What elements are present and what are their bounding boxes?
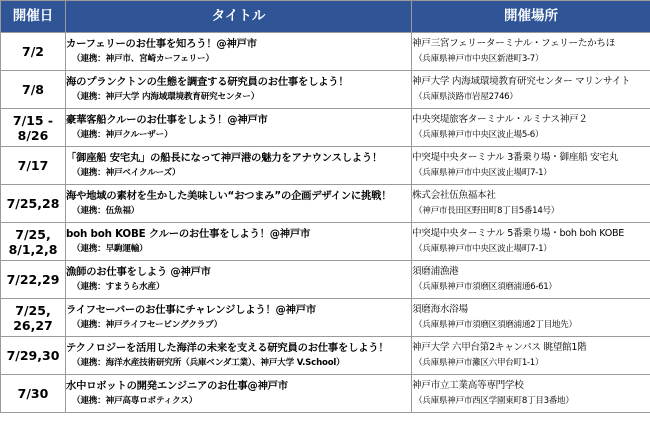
table-header-row xyxy=(1,1,650,33)
event-venue: 中央突堤旅客ターミナル・ルミナス神戸２ xyxy=(412,114,588,125)
event-title: boh boh KOBE クルーのお仕事をしよう！@神戸市 xyxy=(66,228,311,240)
event-date xyxy=(1,375,66,413)
event-title: ライフセーバーのお仕事にチャレンジしよう！@神戸市 xyxy=(66,304,316,316)
event-address: （兵庫県神戸市中央区波止場町7-1） xyxy=(414,168,552,178)
event-date xyxy=(1,337,66,375)
event-venue-cell xyxy=(412,147,650,185)
event-date xyxy=(1,71,66,109)
event-venue: 神戸大学 内海域環境教育研究センター マリンサイト xyxy=(412,76,631,87)
event-title-cell xyxy=(66,71,412,109)
event-title-cell xyxy=(66,33,412,71)
event-venue-cell xyxy=(412,109,650,147)
event-title: 水中ロボットの開発エンジニアのお仕事@神戸市 xyxy=(66,380,288,392)
event-partner: （連携：神戸大学 内海域環境教育研究センター） xyxy=(72,92,260,102)
header-date: 開催日 xyxy=(1,1,66,33)
date-line: 7/8 xyxy=(22,82,44,97)
event-venue: 神戸三宮フェリーターミナル・フェリーたかちほ xyxy=(412,38,616,49)
table-body xyxy=(1,33,650,413)
table-row xyxy=(1,223,650,261)
event-date xyxy=(1,223,66,261)
table-row xyxy=(1,337,650,375)
date-line: 7/17 xyxy=(17,158,49,173)
event-partner: （連携：すまうら水産） xyxy=(72,282,165,292)
event-title: 海のプランクトンの生態を調査する研究員のお仕事をしよう！ xyxy=(66,76,349,88)
table-row xyxy=(1,375,650,413)
event-address: （兵庫県神戸市中央区波止場町7-1） xyxy=(414,244,552,254)
date-line: 7/25, xyxy=(15,302,51,318)
event-venue: 中突堤中央ターミナル 3番乗り場・御座船 安宅丸 xyxy=(412,152,618,163)
date-line: 7/25, xyxy=(15,226,51,242)
event-address: （神戸市長田区野田町8丁目5番14号） xyxy=(414,206,560,216)
event-title: 海や地域の素材を生かした美味しい“おつまみ”の企画デザインに挑戦！ xyxy=(66,190,392,202)
event-address: （兵庫県神戸市灘区六甲台町1-1） xyxy=(414,358,544,368)
event-date xyxy=(1,299,66,337)
event-venue-cell xyxy=(412,223,650,261)
event-address: （兵庫県神戸市中央区新港町3-7） xyxy=(414,54,544,64)
header-venue: 開催場所 xyxy=(412,1,650,33)
event-title-cell xyxy=(66,337,412,375)
event-venue-cell xyxy=(412,71,650,109)
event-venue: 神戸市立工業高等専門学校 xyxy=(412,380,524,391)
date-line: 7/30 xyxy=(17,386,49,401)
table-row xyxy=(1,261,650,299)
event-partner: （連携：海洋水産技術研究所（兵庫ベンダ工業）、神戸大学 V.School） xyxy=(72,358,345,368)
event-venue-cell xyxy=(412,33,650,71)
event-venue-cell xyxy=(412,375,650,413)
date-line: 26,27 xyxy=(13,317,53,333)
event-venue: 須磨浦漁港 xyxy=(412,266,459,277)
date-line: 7/15 - xyxy=(12,112,54,128)
table-row xyxy=(1,185,650,223)
event-date xyxy=(1,33,66,71)
event-partner: （連携：神戸クルーザー） xyxy=(72,130,173,140)
event-date xyxy=(1,147,66,185)
event-address: （兵庫県神戸市中央区波止場5-6） xyxy=(414,130,544,140)
event-title: テクノロジーを活用した海洋の未来を支える研究員のお仕事をしよう！ xyxy=(66,342,389,354)
event-title: 「御座船 安宅丸」の船長になって神戸港の魅力をアナウンスしよう！ xyxy=(66,152,383,164)
event-partner: （連携：神戸市、宮崎カーフェリー） xyxy=(72,54,214,64)
event-address: （兵庫県神戸市西区学園東町8丁目3番地） xyxy=(414,396,574,406)
date-line: 7/25,28 xyxy=(6,196,60,211)
event-title-cell xyxy=(66,375,412,413)
event-title: 漁師のお仕事をしよう @神戸市 xyxy=(66,266,211,278)
event-title-cell xyxy=(66,109,412,147)
event-venue-cell xyxy=(412,299,650,337)
event-title-cell xyxy=(66,185,412,223)
date-line: 7/2 xyxy=(22,44,44,59)
date-line: 8/1,2,8 xyxy=(8,241,58,257)
date-line: 7/22,29 xyxy=(6,272,60,287)
event-date xyxy=(1,109,66,147)
event-venue: 中突堤中央ターミナル 5番乗り場・boh boh KOBE xyxy=(412,228,625,239)
event-venue-cell xyxy=(412,337,650,375)
event-address: （兵庫県淡路市岩屋2746） xyxy=(414,92,518,102)
table-row xyxy=(1,109,650,147)
event-venue-cell xyxy=(412,261,650,299)
table-row xyxy=(1,71,650,109)
event-title-cell xyxy=(66,223,412,261)
event-partner: （連携：伍魚福） xyxy=(72,206,140,216)
event-title: カーフェリーのお仕事を知ろう！@神戸市 xyxy=(66,38,257,50)
event-date xyxy=(1,185,66,223)
table-row xyxy=(1,299,650,337)
event-venue: 須磨海水浴場 xyxy=(412,304,468,315)
header-title: タイトル xyxy=(66,1,412,33)
table-row xyxy=(1,147,650,185)
date-line: 8/26 xyxy=(17,127,49,143)
event-venue: 株式会社伍魚福本社 xyxy=(412,190,496,201)
event-partner: （連携：神戸ライフセービングクラブ） xyxy=(72,320,223,330)
event-title-cell xyxy=(66,299,412,337)
event-partner: （連携：早駒運輸） xyxy=(72,244,148,254)
event-title-cell xyxy=(66,261,412,299)
event-venue-cell xyxy=(412,185,650,223)
event-venue: 神戸大学 六甲台第2キャンパス 眺望館1階 xyxy=(412,342,587,353)
date-line: 7/29,30 xyxy=(6,348,60,363)
table-row xyxy=(1,33,650,71)
event-partner: （連携：神戸高専ロボティクス） xyxy=(72,396,198,406)
event-title-cell xyxy=(66,147,412,185)
event-date xyxy=(1,261,66,299)
event-partner: （連携：神戸ベイクルーズ） xyxy=(72,168,181,178)
event-title: 豪華客船クルーのお仕事をしよう！@神戸市 xyxy=(66,114,268,126)
event-address: （兵庫県神戸市須磨区須磨浦通2丁目地先） xyxy=(414,320,577,330)
event-address: （兵庫県神戸市須磨区須磨浦通6-61） xyxy=(414,282,557,292)
